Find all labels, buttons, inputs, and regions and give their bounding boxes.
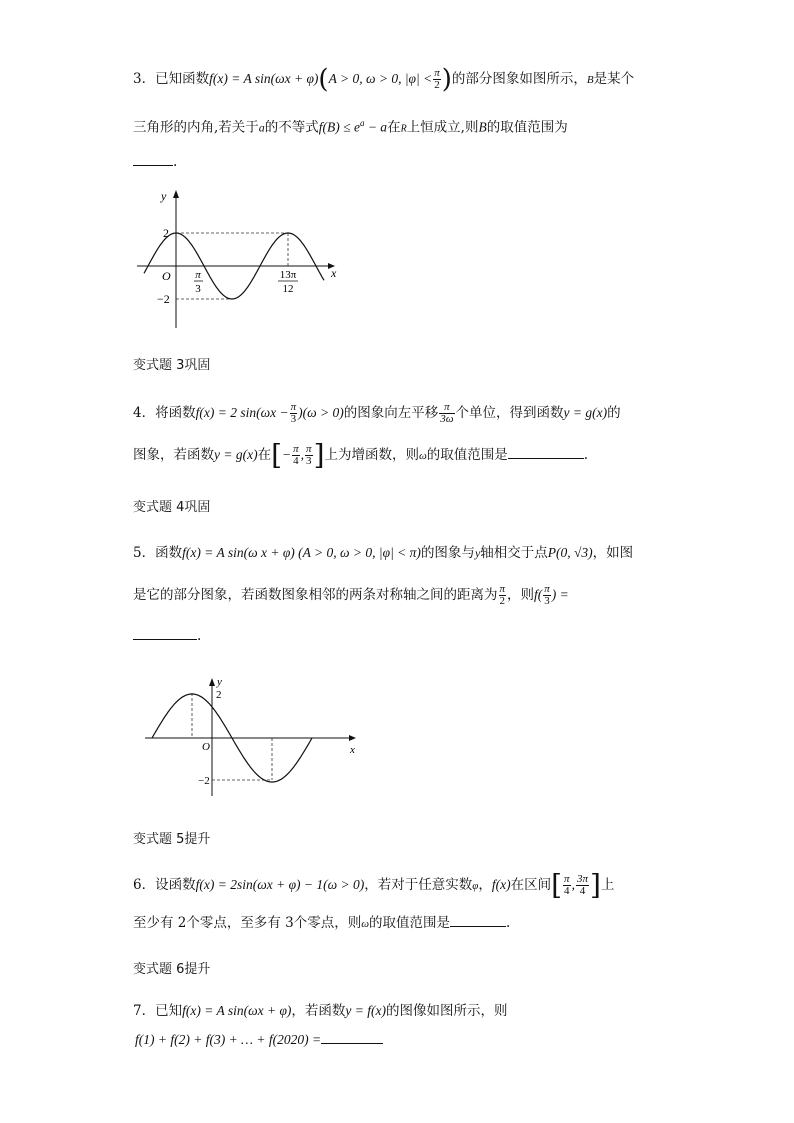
y-label: y [161, 189, 167, 203]
answer-blank-7 [321, 1030, 383, 1044]
q5-line3: . [133, 626, 201, 646]
answer-blank-5 [133, 626, 197, 640]
ymin-label: −2 [157, 292, 170, 306]
section-label-3: 变式题 3巩固 [133, 358, 211, 373]
q5-line1: 5．函数f(x) = A sin(ω x + φ) (A > 0, ω > 0, |φ| < π)的图象与y轴相交于点P(0, √3)，如图 [133, 545, 634, 561]
tick1-num: π [195, 269, 201, 281]
answer-blank-4 [508, 445, 584, 459]
y-axis-arrow [173, 190, 179, 198]
origin-label: O [202, 741, 210, 753]
y-axis-arrow [209, 678, 215, 686]
tick2-num: 13π [279, 269, 297, 281]
section-label-4: 变式题 4巩固 [133, 500, 211, 515]
y-label: y [217, 676, 222, 688]
tick1-den: 3 [195, 283, 201, 295]
q3-line3: . [133, 152, 177, 172]
x-label: x [331, 266, 337, 280]
q3-line1: 3．已知函数f(x) = A sin(ωx + φ)(A > 0, ω > 0, |φ| < $\frac{\pi}{2}$ )的部分图象如图所示，B是某个 [133, 64, 635, 95]
q3-line2: 三角形的内角,若关于a的不等式$f(B) \le e^a - a$在R上恒成立,则B的取值范围为 [133, 118, 568, 136]
answer-blank-6 [450, 913, 506, 927]
ymax-label: 2 [163, 226, 169, 240]
q6-line2: 至少有 2个零点，至多有 3个零点，则ω的取值范围是 . [133, 915, 511, 931]
ymin-label: −2 [198, 775, 210, 787]
q4-line1: 4．将函数f(x) = 2 sin(ωx − $\frac{\pi}{3}$ )(ω > 0)的图象向左平移 $\frac{\pi}{3\omega}$ 个单位，得到函数y = g(x)的 [133, 401, 621, 425]
q7-line2: f(1) + f(2) + f(3) + … + f(2020) = [135, 1030, 383, 1050]
x-axis-arrow [349, 735, 356, 741]
graph-q3 [132, 182, 352, 334]
graph-q5 [140, 672, 365, 802]
section-label-5: 变式题 5提升 [133, 832, 211, 847]
x-label: x [350, 744, 355, 756]
q4-line2: 图象，若函数y = g(x)在[− $\frac{\pi}{4}$ , $\frac{\pi}{3}$ ]上为增函数，则ω的取值范围是 . [133, 438, 589, 472]
q5-line2: 是它的部分图象，若函数图象相邻的两条对称轴之间的距离为 $\frac{\pi}{2}$ ，则f( $\frac{\pi}{3}$ ) = [133, 583, 569, 607]
q6-line1: 6．设函数f(x) = 2sin(ωx + φ) − 1(ω > 0)，若对于任意实数φ，f(x)在区间[ $\frac{\pi}{4}$ , $\frac{3\pi}{4}$ ]上 [133, 868, 615, 902]
ymax-label: 2 [216, 689, 222, 701]
answer-blank-3 [133, 152, 173, 166]
origin-label: O [162, 269, 171, 283]
q7-line1: 7．已知f(x) = A sin(ωx + φ)，若函数y = f(x)的图像如图所示，则 [133, 1003, 508, 1019]
section-label-6: 变式题 6提升 [133, 962, 211, 977]
tick2-den: 12 [282, 283, 294, 295]
